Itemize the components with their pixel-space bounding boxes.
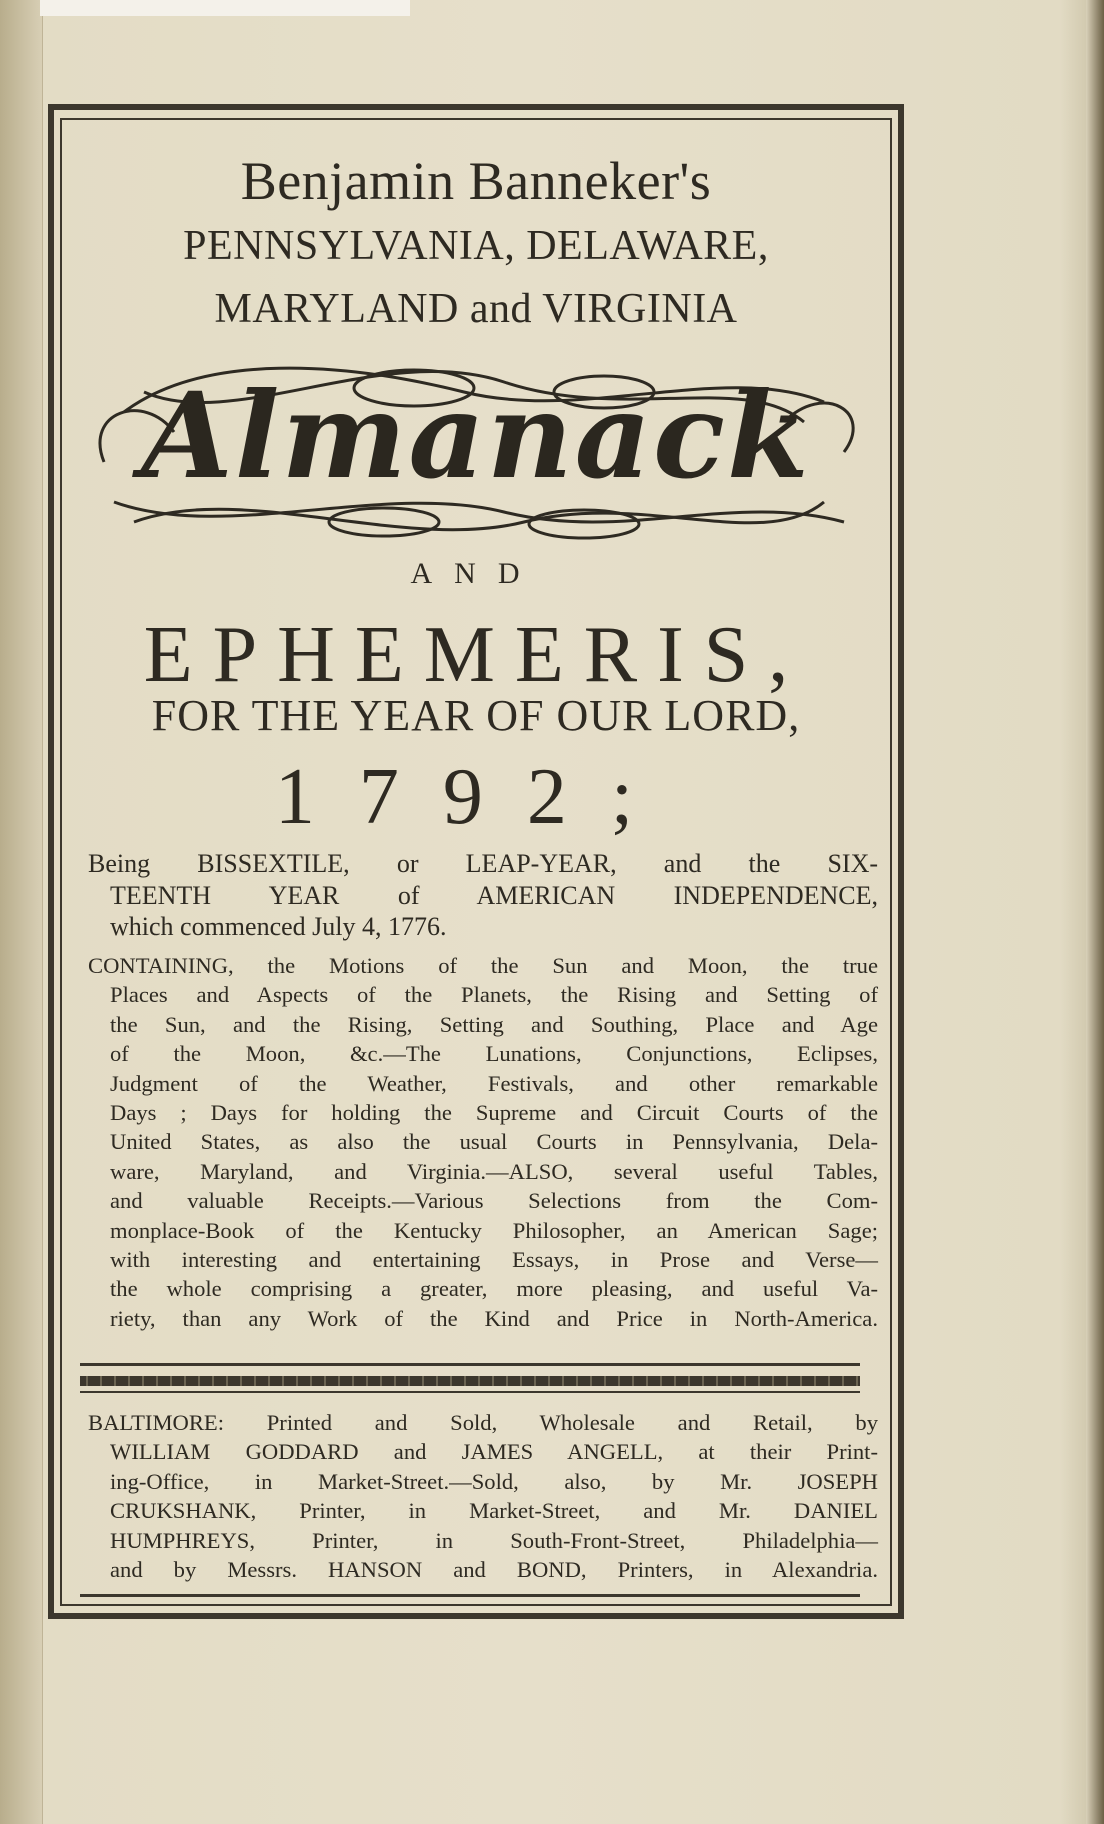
contents-paragraph: [88, 951, 878, 1333]
imprint-paragraph: [88, 1408, 878, 1584]
imprint-line: HUMPHREYS, Printer, in South-Front-Street, Philadelphia—: [110, 1527, 878, 1553]
contents-line: ware, Maryland, and Virginia.—ALSO, several useful Tables,: [110, 1158, 878, 1184]
imprint-line: ing-Office, in Market-Street.—Sold, also, by Mr. JOSEPH: [110, 1468, 878, 1494]
contents-line: monplace-Book of the Kentucky Philosopher, an American Sage;: [110, 1217, 878, 1243]
ephemeris-heading: EPHEMERIS,: [143, 611, 809, 699]
imprint-line: and by Messrs. HANSON and BOND, Printers, in Alexandria.: [110, 1557, 878, 1583]
contents-line: CONTAINING, the Motions of the Sun and Moon, the true: [88, 953, 878, 978]
contents-line: of the Moon, &c.—The Lunations, Conjunctions, Eclipses,: [110, 1041, 878, 1067]
contents-line: and valuable Receipts.—Various Selections from the Com-: [110, 1188, 878, 1214]
bottom-rule: [80, 1594, 860, 1597]
ornamental-rule: [80, 1376, 860, 1386]
rule-line: [80, 1363, 860, 1366]
leap-year-paragraph: [88, 848, 878, 943]
contents-line: with interesting and entertaining Essays, in Prose and Verse—: [110, 1247, 878, 1273]
leap-year-line: Being BISSEXTILE, or LEAP-YEAR, and the SIX-: [88, 849, 878, 878]
leap-year-line: which commenced July 4, 1776.: [110, 912, 447, 941]
page-edge-shadow: [1086, 0, 1104, 1824]
contents-line: the Sun, and the Rising, Setting and Southing, Place and Age: [110, 1011, 878, 1037]
almanack-title: Almanack: [141, 366, 811, 505]
contents-line: the whole comprising a greater, more pleasing, and useful Va-: [110, 1276, 878, 1302]
imprint-line: BALTIMORE: Printed and Sold, Wholesale and Retail, by: [88, 1410, 878, 1435]
contents-line: Judgment of the Weather, Festivals, and other remarkable: [110, 1070, 878, 1096]
contents-line: Days ; Days for holding the Supreme and Circuit Courts of the: [110, 1100, 878, 1126]
year-number: 1792;: [274, 753, 678, 841]
contents-line: Places and Aspects of the Planets, the Rising and Setting of: [110, 982, 878, 1008]
imprint-line: CRUKSHANK, Printer, in Market-Street, and Mr. DANIEL: [110, 1498, 878, 1524]
contents-line: riety, than any Work of the Kind and Price in North-America.: [110, 1305, 878, 1331]
contents-line: United States, as also the usual Courts in Pennsylvania, Dela-: [110, 1129, 878, 1155]
author-heading: Benjamin Banneker's: [240, 151, 712, 211]
year-of-lord-line: FOR THE YEAR OF OUR LORD,: [151, 691, 801, 740]
states-line-1: PENNSYLVANIA, DELAWARE,: [183, 223, 769, 269]
imprint-line: WILLIAM GODDARD and JAMES ANGELL, at their Print-: [110, 1439, 878, 1465]
rule-line: [80, 1391, 860, 1393]
and-connector: AND: [410, 557, 542, 590]
binding-edge: [0, 0, 43, 1824]
leap-year-line: TEENTH YEAR of AMERICAN INDEPENDENCE,: [110, 880, 878, 910]
scan-margin: [40, 0, 410, 16]
almanack-calligraphy: [84, 352, 868, 552]
states-line-2: MARYLAND and VIRGINIA: [214, 286, 738, 332]
